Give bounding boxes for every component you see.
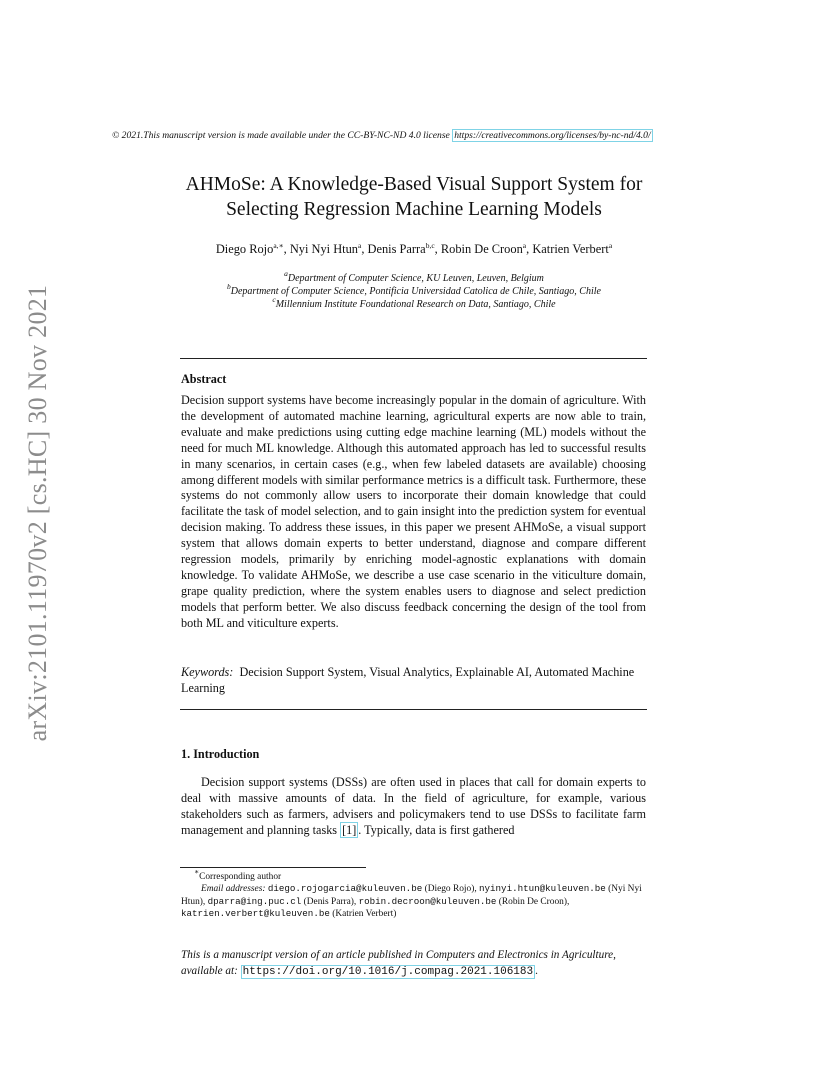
author: Katrien Verbert$^a$ <box>532 241 613 256</box>
affiliation: $^c$Millennium Institute Foundational Research on Data, Santiago, Chile <box>272 295 556 310</box>
email-addresses <box>181 883 646 920</box>
author-list <box>150 242 678 257</box>
email-entry: diego.rojogarcia@kuleuven.be (Diego Rojo), <box>267 883 479 895</box>
email-label: Email addresses: <box>201 884 266 895</box>
email-entry: nyinyi.htun@kuleuven.be (Nyi Nyi Htun), <box>181 883 642 907</box>
arxiv-stamp <box>22 268 54 758</box>
email-entry: katrien.verbert@kuleuven.be (Katrien Verbert) <box>181 908 397 920</box>
manuscript-note: This is a manuscript version of an article published in Computers and Electronics in Agriculture, available at: https://doi.org/10.1016/j.compag.2021.106183 . <box>181 949 616 978</box>
paper-title <box>150 172 678 222</box>
arxiv-stamp-text: arXiv:2101.11970v2 [cs.HC] 30 Nov 2021 <box>23 284 52 742</box>
keywords-text: Decision Support System, Visual Analytics, Explainable AI, Automated Machine Learning <box>181 665 635 695</box>
affiliation: $^b$Department of Computer Science, Pontificia Universidad Catolica de Chile, Santiago, Chile <box>227 282 601 297</box>
abstract-heading: Abstract <box>181 372 227 386</box>
affiliations <box>150 269 678 311</box>
keywords-label: Keywords: <box>181 665 234 679</box>
license-text: © 2021.This manuscript version is made available under the CC-BY-NC-ND 4.0 license <box>112 130 453 141</box>
email-entry: robin.decroon@kuleuven.be (Robin De Croon), <box>358 895 570 907</box>
author: Diego Rojo$^{a,∗}$, <box>215 241 290 256</box>
license-notice <box>112 130 716 141</box>
abstract-bottom-rule <box>180 709 647 710</box>
keywords <box>181 665 646 697</box>
abstract-top-rule <box>180 358 647 359</box>
author: Robin De Croon$^a$, <box>440 241 533 256</box>
corresponding-author-note: ∗Corresponding author <box>194 867 282 882</box>
author: Nyi Nyi Htun$^a$, <box>289 241 368 256</box>
author: Denis Parra$^{b,c}$, <box>367 241 441 256</box>
title-line-1: AHMoSe: A Knowledge-Based Visual Support System for <box>185 174 643 195</box>
title-line-2: Selecting Regression Machine Learning Models <box>226 199 602 220</box>
footnote <box>181 867 646 921</box>
license-link[interactable]: https://creativecommons.org/licenses/by-nc-nd/4.0/ <box>454 130 651 141</box>
doi-link[interactable]: https://doi.org/10.1016/j.compag.2021.106183 <box>242 965 534 978</box>
citation-link[interactable]: [1] <box>342 822 357 837</box>
footnote-rule <box>180 867 366 868</box>
section-heading-introduction: 1. Introduction <box>181 747 260 761</box>
abstract-body: Decision support systems have become increasingly popular in the domain of agriculture. With the development of automated machine learning, agricultural experts are now able to train, evaluate and make predictions using cutting edge machine learning (ML) models without the need for much ML knowledge. Although this automated approach has led to successful results in many scenarios, in certain cases (e.g., when few labeled datasets are available) choosing among different models with similar performance metrics is a difficult task. Furthermore, these systems do not commonly allow users to incorporate their domain knowledge that could facilitate the task of model selection, and to gain insight into the prediction system for eventual decision making. To address these issues, in this paper we present AHMoSe, a visual support system that allows domain experts to better understand, diagnose and compare different regression models, primarily by enriching model-agnostic explanations with domain knowledge. To validate AHMoSe, we describe a use case scenario in the viticulture domain, grape quality prediction, where the system enables users to diagnose and select prediction models that perform better. We also discuss feedback concerning the design of the tool from both ML and viticulture experts. <box>181 393 646 630</box>
email-entry: dparra@ing.puc.cl (Denis Parra), <box>207 895 359 907</box>
introduction-paragraph: Decision support systems (DSSs) are often used in places that call for domain experts to deal with massive amounts of data. In the field of agriculture, for example, various stakeholders such as farmers, advisers and policymakers tend to use DSSs to facilitate farm management and planning tasks [1] . Typically, data is first gathered <box>181 775 646 837</box>
affiliation: $^a$Department of Computer Science, KU Leuven, Leuven, Belgium <box>284 269 544 284</box>
